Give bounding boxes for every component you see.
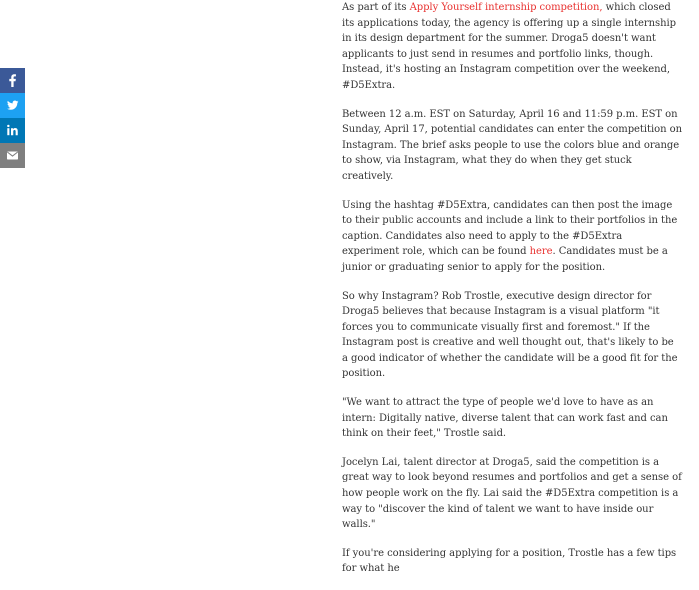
share-email-button[interactable] (0, 143, 25, 168)
apply-yourself-link[interactable]: Apply Yourself internship competition, (409, 2, 603, 13)
article-paragraph-2: Between 12 a.m. EST on Saturday, April 16 and 11:59 p.m. EST on Sunday, April 17, potential candidates can enter the competition on Instagram. The brief asks people to use the colors blue and orange to show, via Instagram, what they do when they get stuck creatively. (342, 108, 683, 182)
paragraph-text: As part of its (342, 2, 410, 13)
page-edge (693, 0, 699, 470)
share-linkedin-button[interactable] (0, 118, 25, 143)
paragraph-text: which closed its applications today, the agency is offering up a single internship in its design department for the summer. Droga5 doesn't want applicants to just send in resumes and portfolio links, though. Instead, it's hosting an Instagram competition over the weekend, #D5Extra. (342, 2, 677, 91)
article-paragraph-1 (342, 0, 682, 94)
article-paragraph-5: "We want to attract the type of people we'd love to have as an intern: Digitally native, diverse talent that can work fast and can think on their feet," Trostle said. (342, 397, 668, 440)
article-paragraph-3 (342, 198, 682, 276)
paragraph-text: . Candidates must be a junior or graduating senior to apply for the position. (342, 246, 668, 273)
twitter-icon (0, 93, 25, 118)
article-body (342, 0, 682, 590)
facebook-icon (0, 68, 25, 93)
article-paragraph-7: If you're considering applying for a position, Trostle has a few tips for what he (342, 547, 677, 575)
article-paragraph-4: So why Instagram? Rob Trostle, executive design director for Droga5 believes that because Instagram is a visual platform "it forces you to communicate visually first and foremost." If the Instagram post is creative and well thought out, that's likely to be a good indicator of whether the candidate will be a good fit for the position. (342, 290, 678, 380)
linkedin-icon (0, 118, 25, 143)
social-share-bar (0, 68, 25, 168)
share-twitter-button[interactable] (0, 93, 25, 118)
email-icon (0, 143, 25, 168)
share-facebook-button[interactable] (0, 68, 25, 93)
article-paragraph-6: Jocelyn Lai, talent director at Droga5, said the competition is a great way to look beyond resumes and portfolios and get a sense of how people work on the fly. Lai said the #D5Extra competition is a way to "discover the kind of talent we want to have inside our walls." (342, 456, 682, 531)
here-link[interactable]: here (529, 246, 553, 258)
paragraph-text: Using the hashtag #D5Extra, candidates can then post the image to their public accounts and include a link to their portfolios in the caption. Candidates also need to apply to the #D5Extra experiment role, which can be found (342, 199, 678, 258)
